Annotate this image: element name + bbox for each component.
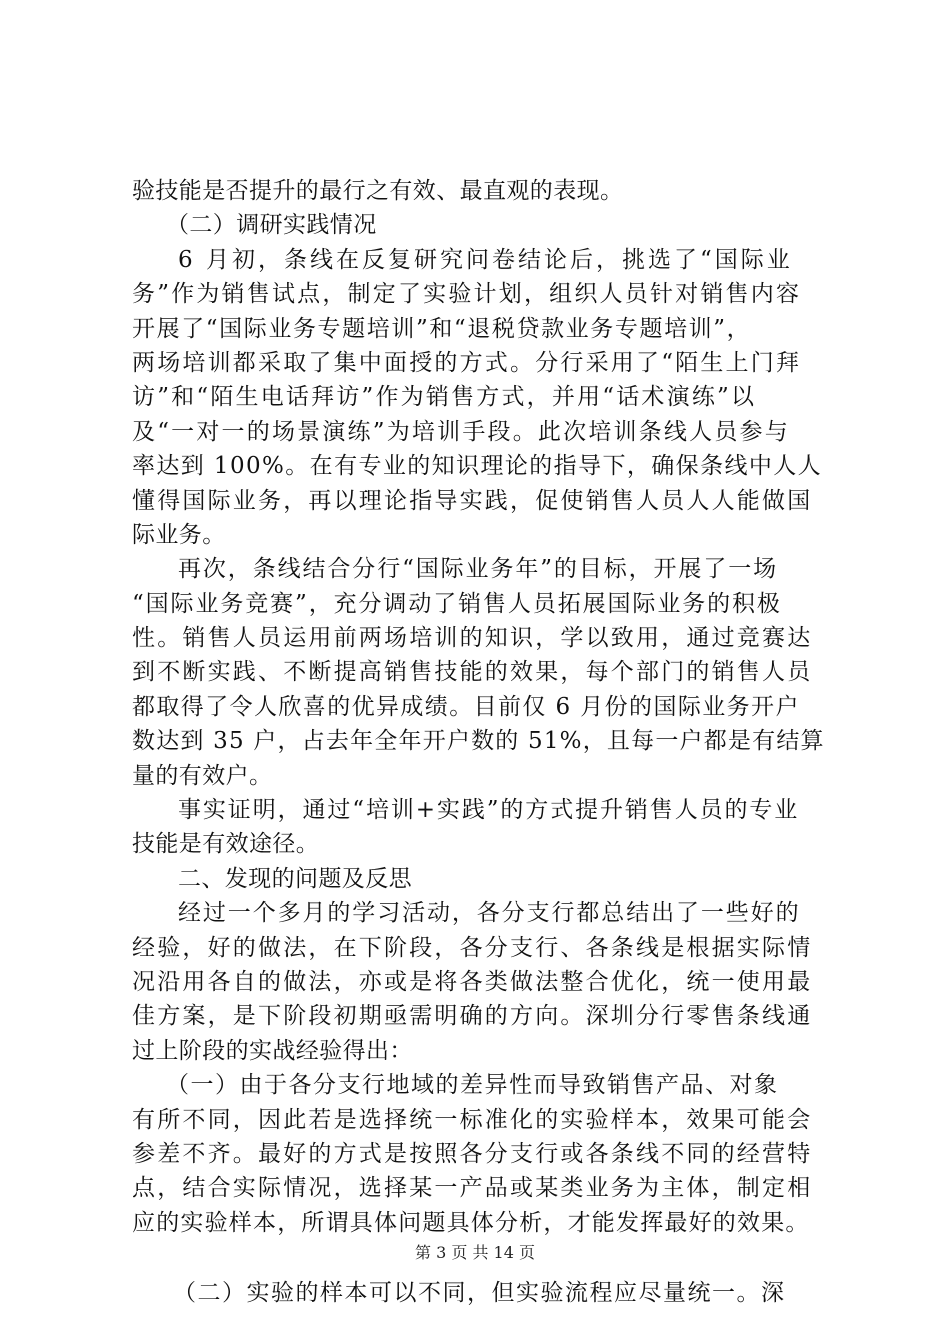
text-line: 况沿用各自的做法，亦或是将各类做法整合优化，统一使用最	[132, 968, 813, 995]
document-body	[132, 174, 832, 1311]
text-line: 际业务。	[132, 521, 226, 548]
text-line: 性。销售人员运用前两场培训的知识，学以致用，通过竞赛达	[132, 625, 813, 652]
text-line: 数达到 35 户，占去年全年开户数的 51%，且每一户都是有结算	[132, 728, 825, 755]
text-line: 验技能是否提升的最行之有效、最直观的表现。	[132, 178, 624, 204]
text-line: 及“一对一的场景演练”为培训手段。此次培训条线人员参与	[132, 418, 790, 445]
text-line: （一）由于各分支行地域的差异性而导致销售产品、对象	[166, 1072, 779, 1099]
text-line: 开展了“国际业务专题培训”和“退税贷款业务专题培训”，	[132, 315, 752, 342]
page-number: 第 3 页 共 14 页	[415, 1243, 535, 1262]
text-line: 访”和“陌生电话拜访”作为销售方式，并用“话术演练”以	[132, 384, 757, 411]
text-line: 有所不同，因此若是选择统一标准化的实验样本，效果可能会	[132, 1106, 813, 1133]
text-line: 都取得了令人欣喜的优异成绩。目前仅 6 月份的国际业务开户	[132, 693, 800, 720]
text-line: 务”作为销售试点，制定了实验计划，组织人员针对销售内容	[132, 281, 802, 308]
text-line: 应的实验样本，所谓具体问题具体分析，才能发挥最好的效果。	[132, 1209, 810, 1236]
text-line: 点，结合实际情况，选择某一产品或某类业务为主体，制定相	[132, 1175, 813, 1202]
text-line: “国际业务竞赛”，充分调动了销售人员拓展国际业务的积极	[132, 590, 782, 617]
text-line: 两场培训都采取了集中面授的方式。分行采用了“陌生上门拜	[132, 349, 802, 376]
text-line: 率达到 100%。在有专业的知识理论的指导下，确保条线中人人	[132, 453, 823, 480]
section-heading: （二）调研实践情况	[166, 212, 377, 239]
text-line: 6 月初，条线在反复研究问卷结论后，挑选了“国际业	[178, 246, 793, 273]
text-line: 量的有效户。	[132, 762, 273, 789]
text-line: 事实证明，通过“培训+实践”的方式提升销售人员的专业	[178, 797, 800, 824]
text-line: 参差不齐。最好的方式是按照各分支行或各条线不同的经营特	[132, 1140, 813, 1167]
text-line: 经验，好的做法，在下阶段，各分支行、各条线是根据实际情	[132, 934, 813, 961]
text-line: 过上阶段的实战经验得出：	[132, 1037, 413, 1064]
text-line: 经过一个多月的学习活动，各分支行都总结出了一些好的	[178, 900, 801, 927]
text-line: 懂得国际业务，再以理论指导实践，促使销售人员人人能做国	[132, 487, 813, 514]
section-heading: 二、发现的问题及反思	[178, 865, 412, 892]
text-line: 到不断实践、不断提高销售技能的效果，每个部门的销售人员	[132, 659, 813, 686]
page-footer	[0, 1240, 950, 1263]
text-line: 再次，条线结合分行“国际业务年”的目标，开展了一场	[178, 556, 779, 583]
text-line: 技能是有效途径。	[132, 831, 320, 858]
text-line: 佳方案，是下阶段初期亟需明确的方向。深圳分行零售条线通	[132, 1003, 813, 1030]
text-line: （二）实验的样本可以不同，但实验流程应尽量统一。深	[173, 1280, 786, 1307]
